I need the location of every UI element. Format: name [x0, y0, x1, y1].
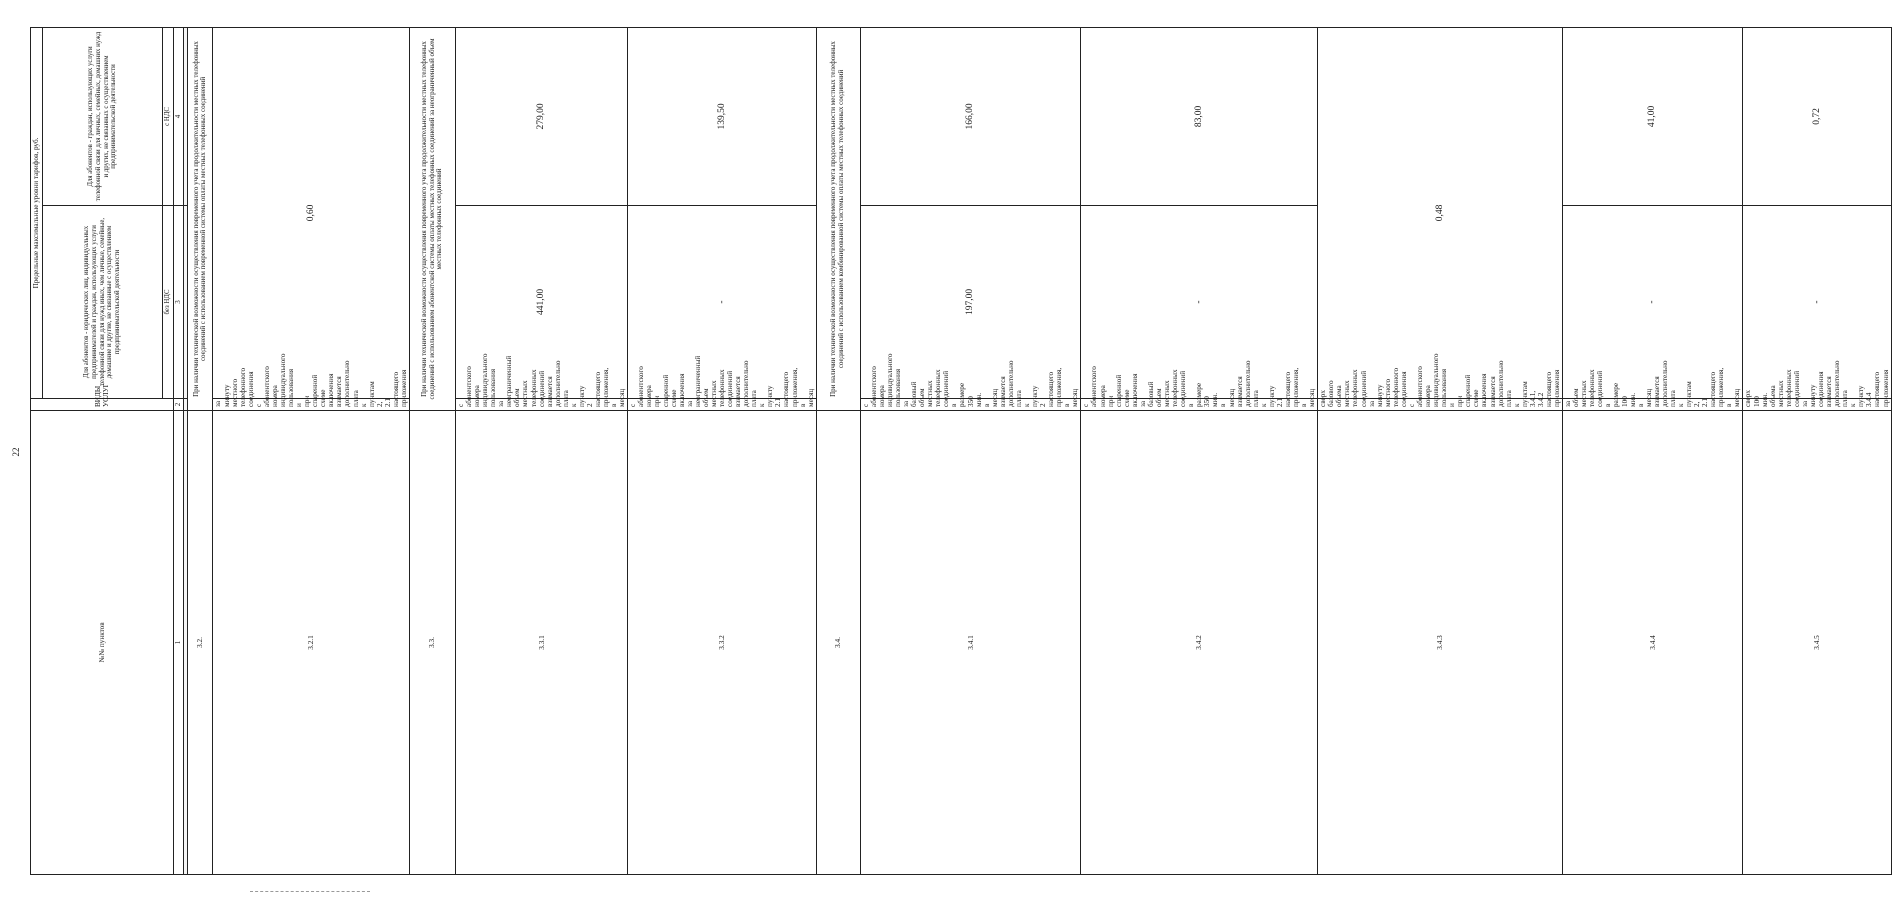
scan-edge-line: [250, 891, 370, 892]
section-title: При наличии технической возможности осуществления повременного учета продолжительности местных телефонных соединений с использованием абонентской системы оплаты местных телефонных соединений за неограниченный объем местных телефонных соединений: [409, 27, 455, 410]
section-title: При наличии технической возможности осуществления повременного учета продолжительности местных телефонных соединений с использованием комбинированной системы оплаты местных телефонных соединений: [816, 27, 860, 410]
header-organizations: Для абонентов - юридических лиц, индивидуальных предпринимателей и граждан, использующих услуги телефонной связи для нужд иных, чем личные, семейные, домашние и другие, не связанные с осуществлением предпринимательской деятельности: [43, 205, 163, 398]
row-num: 3.4.4: [1563, 410, 1743, 874]
header-with-vat: с НДС: [163, 27, 174, 205]
row-desc: за минуту местного телефонного соединения с абонентского номера индивидуального пользования и при спаренной схеме включения взимается дополнительно плата к пунктам 2, 2.1 настоящего приложения: [213, 398, 410, 410]
rotated-table: [30, 28, 1890, 875]
section-title: При наличии технической возможности осуществления повременного учета продолжительности местных телефонных соединений с использованием повременной системы оплаты местных телефонных соединений: [188, 27, 213, 410]
table-row: [188, 27, 213, 874]
row-value-org: -: [1743, 205, 1891, 398]
row-value-merged: 0,60: [213, 27, 410, 398]
table-row: [455, 27, 627, 874]
header-citizens: Для абонентов - граждан, использующих услуги телефонной связи для личных, семейных, домашних нужд и других, не связанных с осуществлением предпринимательской деятельности: [43, 27, 163, 205]
row-value-org: -: [1081, 205, 1318, 398]
row-value-org: -: [1563, 205, 1743, 398]
header-num: №№ пунктов: [31, 410, 174, 874]
row-num: 3.2.1: [213, 410, 410, 874]
row-value-org: 197,00: [860, 205, 1081, 398]
row-desc: сверх базового объема местных телефонных соединений за минуту местного телефонного соединения с абонентского номера индивидуального пользования и при спаренной схеме включения взимается дополнительно плата к пунктам 3.4.1, 3.4.2 настоящего приложения: [1318, 398, 1563, 410]
column-index-3: 3: [173, 205, 184, 398]
table-row: [1743, 27, 1891, 874]
header-services: ВИДЫ УСЛУГ: [31, 398, 174, 410]
page-number: 22: [11, 447, 21, 457]
row-value-cit: 83,00: [1081, 27, 1318, 205]
table-row: [816, 27, 860, 874]
row-desc: с абонентского номера индивидуального пользования за базовый объем местных телефонных соединений в размере 350 мин. в месяц взимается дополнительно плата к пункту 2 настоящего приложения, в месяц: [860, 398, 1081, 410]
row-num: 3.3.2: [628, 410, 816, 874]
header-no-vat: без НДС: [163, 205, 174, 398]
table-row: [213, 27, 410, 874]
row-num: 3.3.: [409, 410, 455, 874]
row-value-cit: 0,72: [1743, 27, 1891, 205]
row-value-cit: 166,00: [860, 27, 1081, 205]
row-num: 3.4.2: [1081, 410, 1318, 874]
header-tariffs: Предельные максимальные уровни тарифов, руб.: [31, 27, 43, 398]
row-desc: сверх 100 мин. объема местных телефонных соединений за минуту соединения взимается дополнительно плата к пункту 3.4.4 настоящего приложения: [1743, 398, 1891, 410]
row-desc: с абонентского номера индивидуального пользования за неограниченный объем местных телефонных соединений взимается дополнительно плата к пункту 2 настоящего приложения, в месяц: [455, 398, 627, 410]
tariff-table: [30, 27, 1892, 875]
row-desc: за объем местных телефонных соединений в размере 100 мин. в месяц взимается дополнительно плата к пунктам 2, 2.1 настоящего приложения, в месяц: [1563, 398, 1743, 410]
table-row: [628, 27, 816, 874]
column-index-4: 4: [173, 27, 184, 205]
column-index-2: 2: [173, 398, 184, 410]
row-desc: с абонентского номера при спаренной схеме включения за базовый объем местных телефонных соединений в размере 350 мин. в месяц взимается дополнительно плата к пункту 2.1 настоящего приложения, в месяц: [1081, 398, 1318, 410]
row-value-org: 441,00: [455, 205, 627, 398]
table-row: [1563, 27, 1743, 874]
row-num: 3.4.5: [1743, 410, 1891, 874]
table-row: [1318, 27, 1563, 874]
row-value-cit: 139,50: [628, 27, 816, 205]
row-value-merged: 0,48: [1318, 27, 1563, 398]
row-desc: с абонентского номера при спаренной схеме включения за неограниченный объем местных телефонных соединений взимается дополнительно плата к пункту 2.1 настоящего приложения, в месяц: [628, 398, 816, 410]
row-num: 3.3.1: [455, 410, 627, 874]
row-value-org: -: [628, 205, 816, 398]
row-num: 3.4.: [816, 410, 860, 874]
table-row: [1081, 27, 1318, 874]
row-num: 3.2.: [188, 410, 213, 874]
table-row: [409, 27, 455, 874]
row-value-cit: 279,00: [455, 27, 627, 205]
tariff-table-frame: [30, 28, 1890, 875]
column-index-1: 1: [173, 410, 184, 874]
row-value-cit: 41,00: [1563, 27, 1743, 205]
row-num: 3.4.1: [860, 410, 1081, 874]
row-num: 3.4.3: [1318, 410, 1563, 874]
table-row: [860, 27, 1081, 874]
